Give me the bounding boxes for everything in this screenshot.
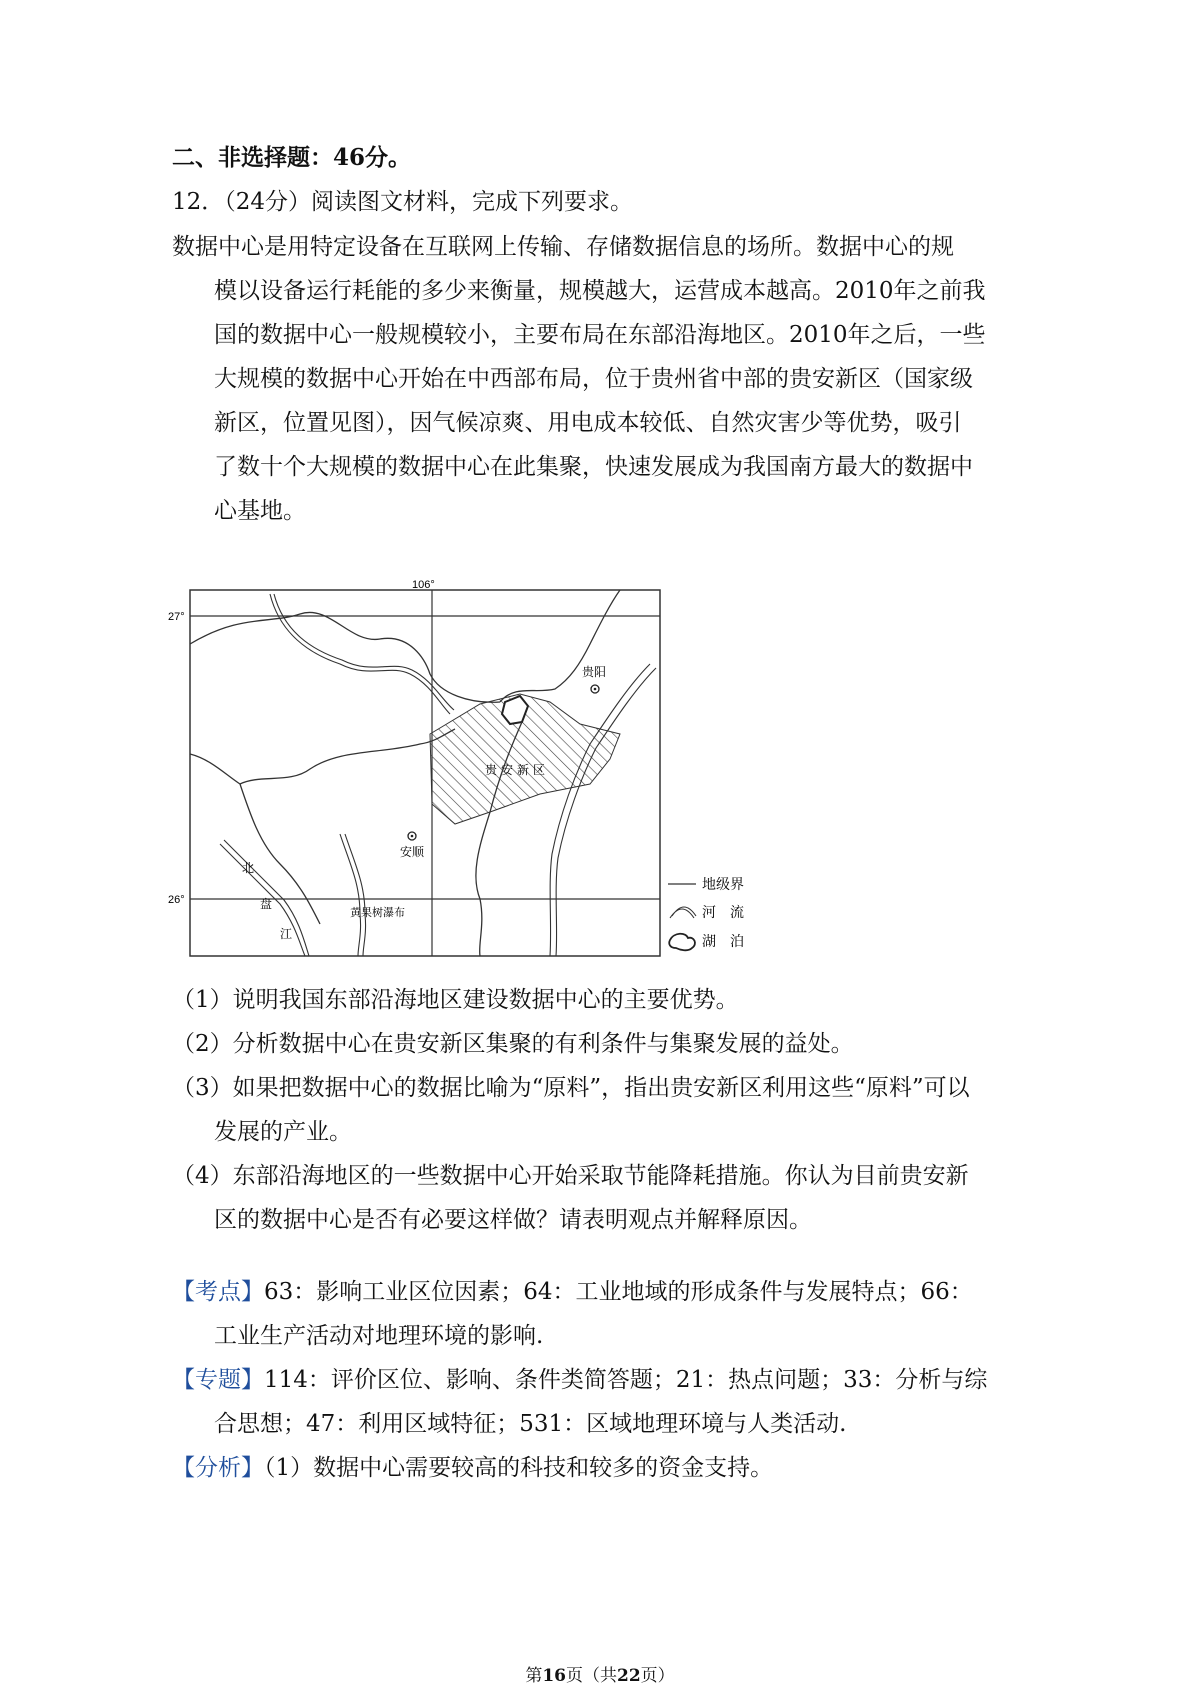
footer-middle: 页（共: [566, 1666, 617, 1686]
page-footer: [0, 1665, 1200, 1687]
material-line: 了数十个大规模的数据中心在此集聚，快速发展成为我国南方最大的数据中: [214, 454, 973, 480]
city-anshun-label: 安顺: [400, 845, 425, 859]
river-label: 北: [242, 861, 255, 875]
legend-lake-label: 湖 泊: [702, 934, 744, 950]
kaodian-line: [172, 1277, 973, 1307]
longitude-label: 106°: [412, 579, 435, 591]
sub-question-3-cont: 发展的产业。: [214, 1119, 352, 1145]
fenxi-line: [172, 1453, 773, 1483]
river-label: 江: [280, 927, 293, 941]
boundary-line: [190, 612, 500, 702]
footer-prefix: 第: [525, 1666, 543, 1686]
kaodian-text: 63：影响工业区位因素；64：工业地域的形成条件与发展特点；66：: [264, 1279, 973, 1305]
material-line: 心基地。: [214, 498, 306, 524]
kaodian-tag: 【考点】: [172, 1279, 264, 1305]
zhuanti-text: 114：评价区位、影响、条件类简答题；21：热点问题；33：分析与综: [264, 1367, 988, 1393]
fenxi-tag: 【分析】: [172, 1455, 264, 1481]
footer-total-pages: 22: [617, 1666, 641, 1686]
material-line: 国的数据中心一般规模较小，主要布局在东部沿海地区。2010年之后，一些: [214, 322, 986, 348]
river-label: 盘: [260, 897, 273, 911]
footer-suffix: 页）: [640, 1666, 675, 1686]
legend-boundary-label: 地级界: [702, 877, 744, 893]
question-stem: 12．（24分）阅读图文材料，完成下列要求。: [172, 189, 634, 215]
sub-question-3: （3）如果把数据中心的数据比喻为“原料”，指出贵安新区利用这些“原料”可以: [172, 1075, 970, 1101]
boundary-line: [240, 729, 455, 784]
sub-question-4: （4）东部沿海地区的一些数据中心开始采取节能降耗措施。你认为目前贵安新: [172, 1163, 969, 1189]
section-heading: 二、非选择题：46分。: [172, 144, 412, 171]
legend-river-label: 河 流: [702, 905, 744, 921]
boundary-line: [500, 590, 620, 702]
location-map: [168, 579, 820, 969]
zhuanti-tag: 【专题】: [172, 1367, 264, 1393]
lat-bottom-label: 26°: [168, 894, 185, 906]
zhuanti-text-cont: 合思想；47：利用区域特征；531：区域地理环境与人类活动.: [214, 1411, 847, 1437]
sub-question-1: （1）说明我国东部沿海地区建设数据中心的主要优势。: [172, 987, 739, 1013]
zhuanti-line: [172, 1365, 987, 1395]
guian-area-label: 贵安新区: [485, 763, 550, 777]
city-guiyang-label: 贵阳: [582, 665, 607, 679]
material-line: 大规模的数据中心开始在中西部布局，位于贵州省中部的贵安新区（国家级: [214, 366, 973, 392]
legend-lake-icon: [669, 934, 695, 951]
waterfall-label: 黄果树瀑布: [350, 906, 405, 919]
fenxi-text: （1）数据中心需要较高的科技和较多的资金支持。: [264, 1455, 774, 1481]
sub-question-4-cont: 区的数据中心是否有必要这样做？请表明观点并解释原因。: [214, 1207, 812, 1233]
material-line: 新区，位置见图），因气候凉爽、用电成本较低、自然灾害少等优势，吸引: [214, 410, 962, 436]
kaodian-text-cont: 工业生产活动对地理环境的影响.: [214, 1323, 544, 1349]
sub-question-2: （2）分析数据中心在贵安新区集聚的有利条件与集聚发展的益处。: [172, 1031, 854, 1057]
material-line: 数据中心是用特定设备在互联网上传输、存储数据信息的场所。数据中心的规: [172, 234, 954, 260]
legend-river-icon: [670, 907, 696, 918]
footer-page-number: 16: [542, 1666, 566, 1686]
lat-top-label: 27°: [168, 611, 185, 623]
material-line: 模以设备运行耗能的多少来衡量，规模越大，运营成本越高。2010年之前我: [214, 278, 986, 304]
